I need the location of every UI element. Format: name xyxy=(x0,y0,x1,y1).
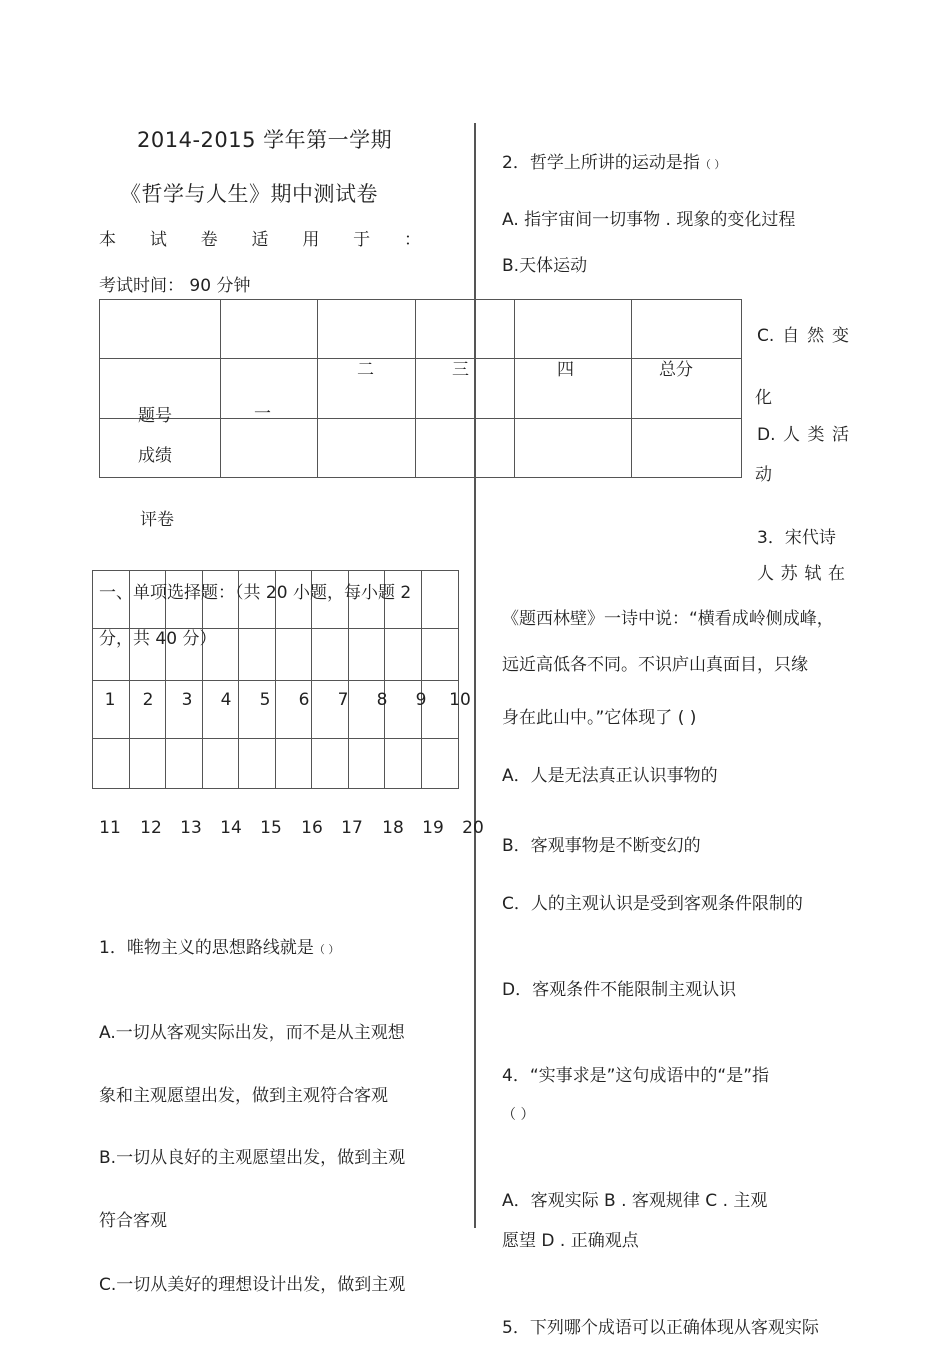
answer-number: 17 xyxy=(341,818,363,838)
question-3-quote: 《题西林壁》一诗中说：“横看成岭侧成峰， xyxy=(502,609,834,629)
answer-number: 15 xyxy=(260,818,282,838)
answer-number: 13 xyxy=(180,818,202,838)
exam-subtitle: 《哲学与人生》期中测试卷 xyxy=(120,182,378,206)
q2-option-d-cont: 动 xyxy=(755,465,772,485)
question-2 xyxy=(502,155,725,172)
applies-to-char: ： xyxy=(403,230,421,250)
answer-number: 2 xyxy=(142,690,154,710)
question-3-char: 苏 xyxy=(780,564,798,584)
applies-to-char: 用 xyxy=(302,230,320,250)
applies-to-char: 试 xyxy=(149,230,167,250)
q2-option-b: B.天体运动 xyxy=(502,256,588,276)
answer-number: 18 xyxy=(382,818,404,838)
q2-option-c-char: 变 xyxy=(832,326,849,346)
score-col-header: 四 xyxy=(557,360,574,380)
q4-options-cont: 愿望 D . 正确观点 xyxy=(502,1231,639,1251)
q2-option-c-char: C. xyxy=(757,326,775,346)
exam-time: 考试时间： 90 分钟 xyxy=(99,276,251,296)
q2-option-c xyxy=(757,328,849,345)
answer-number: 4 xyxy=(220,690,232,710)
answer-number: 11 xyxy=(99,818,121,838)
applies-to-line xyxy=(99,232,421,249)
exam-title: 2014-2015 学年第一学期 xyxy=(137,128,393,152)
score-row-label: 题号 xyxy=(138,406,172,426)
score-col-header: 二 xyxy=(357,360,374,380)
q2-option-d-char: 类 xyxy=(807,425,825,445)
answer-number: 10 xyxy=(449,690,471,710)
question-2-answer-paren: （ ） xyxy=(699,158,726,171)
applies-to-char: 于 xyxy=(353,230,371,250)
score-col-header: 三 xyxy=(452,360,469,380)
answer-number: 9 xyxy=(415,690,427,710)
q2-option-c-cont: 化 xyxy=(755,388,772,408)
question-3-char: 轼 xyxy=(804,564,822,584)
question-1-answer-paren: （ ） xyxy=(313,943,340,956)
q3-option-b: B．客观事物是不断变幻的 xyxy=(502,836,701,856)
q2-option-d-char: 人 xyxy=(783,425,800,445)
answer-number: 8 xyxy=(376,690,388,710)
answer-number: 14 xyxy=(220,818,242,838)
q2-option-a: A. 指宇宙间一切事物 . 现象的变化过程 xyxy=(502,210,796,230)
answer-number: 12 xyxy=(140,818,162,838)
q1-option-a-cont: 象和主观愿望出发，做到主观符合客观 xyxy=(99,1086,388,1106)
q2-option-d xyxy=(757,427,849,444)
question-3-char: 在 xyxy=(827,564,845,584)
score-row-label: 评卷 xyxy=(140,510,174,530)
question-5: 5．下列哪个成语可以正确体现从客观实际 xyxy=(502,1318,819,1338)
q2-option-d-char: 活 xyxy=(832,425,849,445)
q3-option-d: D．客观条件不能限制主观认识 xyxy=(502,980,737,1000)
answer-number: 20 xyxy=(462,818,484,838)
applies-to-char: 适 xyxy=(251,230,269,250)
answer-number: 3 xyxy=(181,690,193,710)
score-row-label: 成绩 xyxy=(138,446,172,466)
question-4-answer-paren: （ ） xyxy=(502,1107,535,1123)
answer-number: 19 xyxy=(422,818,444,838)
question-4: 4．“实事求是”这句成语中的“是”指 xyxy=(502,1066,770,1086)
q2-option-d-char: D. xyxy=(757,425,776,445)
question-3-quote-cont: 远近高低各不同。不识庐山真面目，只缘 xyxy=(502,655,808,675)
applies-to-char: 本 xyxy=(99,230,116,250)
question-3: 3．宋代诗 xyxy=(757,528,836,548)
q2-option-c-char: 然 xyxy=(807,326,825,346)
q3-option-c: C．人的主观认识是受到客观条件限制的 xyxy=(502,894,803,914)
score-col-header: 总分 xyxy=(659,360,693,380)
answer-number: 6 xyxy=(298,690,310,710)
q2-option-c-char: 自 xyxy=(782,326,800,346)
answer-number: 5 xyxy=(259,690,271,710)
score-col-header-first: 一 xyxy=(254,404,271,424)
q4-options: A．客观实际 B . 客观规律 C . 主观 xyxy=(502,1191,768,1211)
q1-option-c: C.一切从美好的理想设计出发，做到主观 xyxy=(99,1275,406,1295)
q3-option-a: A．人是无法真正认识事物的 xyxy=(502,766,718,786)
question-3-char: 人 xyxy=(757,564,774,584)
question-1 xyxy=(99,940,339,957)
question-3-stem-end: 身在此山中。”它体现了 ( ) xyxy=(502,708,697,728)
q1-option-b-cont: 符合客观 xyxy=(99,1211,167,1231)
applies-to-char: 卷 xyxy=(200,230,218,250)
score-table xyxy=(99,299,742,478)
question-3-cont xyxy=(757,566,845,583)
q1-option-b: B.一切从良好的主观愿望出发，做到主观 xyxy=(99,1148,406,1168)
question-1-text: 1．唯物主义的思想路线就是 xyxy=(99,938,314,958)
column-divider xyxy=(474,123,476,1228)
section1-heading: 一、单项选择题：（共 20 小题，每小题 2 xyxy=(99,583,412,603)
section1-heading-cont: 分，共 40 分） xyxy=(99,629,217,649)
answer-number: 7 xyxy=(337,690,349,710)
question-2-text: 2．哲学上所讲的运动是指 xyxy=(502,153,700,173)
q1-option-a: A.一切从客观实际出发，而不是从主观想 xyxy=(99,1023,405,1043)
answer-number: 1 xyxy=(104,690,116,710)
answer-number: 16 xyxy=(301,818,323,838)
